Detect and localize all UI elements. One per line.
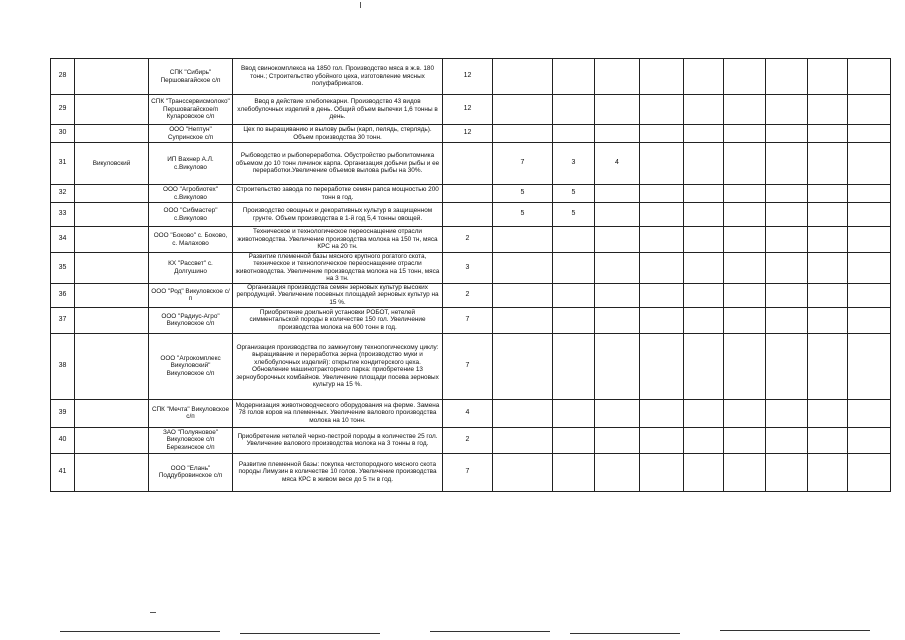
empty-cell <box>808 253 848 284</box>
empty-cell <box>808 185 848 203</box>
table-row <box>51 453 891 491</box>
empty-cell <box>848 95 891 125</box>
empty-cell <box>724 453 766 491</box>
empty-cell <box>808 307 848 333</box>
value-cell <box>640 185 684 203</box>
district-cell <box>75 307 149 333</box>
value-cell <box>493 453 553 491</box>
empty-cell <box>724 185 766 203</box>
table-row <box>51 283 891 307</box>
district-cell <box>75 59 149 95</box>
value-cell: 2 <box>443 427 493 453</box>
value-cell <box>595 227 640 253</box>
value-cell <box>493 59 553 95</box>
empty-cell <box>848 427 891 453</box>
empty-cell <box>808 399 848 427</box>
empty-cell <box>808 203 848 227</box>
organization-cell: ООО "Нептун" Супринское с/п <box>149 125 233 143</box>
value-cell <box>553 333 595 399</box>
district-cell <box>75 427 149 453</box>
value-cell <box>443 143 493 185</box>
empty-cell <box>848 227 891 253</box>
row-number-cell: 28 <box>51 59 75 95</box>
value-cell: 12 <box>443 125 493 143</box>
value-cell <box>553 95 595 125</box>
row-number-cell: 37 <box>51 307 75 333</box>
value-cell: 4 <box>595 143 640 185</box>
empty-cell <box>848 203 891 227</box>
empty-cell <box>684 427 724 453</box>
value-cell <box>595 399 640 427</box>
district-cell <box>75 95 149 125</box>
empty-cell <box>808 227 848 253</box>
value-cell <box>493 427 553 453</box>
value-cell <box>443 185 493 203</box>
value-cell <box>640 227 684 253</box>
project-description-cell: Строительство завода по переработке семян рапса мощностью 200 тонн в год. <box>233 185 443 203</box>
value-cell <box>640 453 684 491</box>
empty-cell <box>684 95 724 125</box>
value-cell <box>553 453 595 491</box>
empty-cell <box>848 333 891 399</box>
table-row <box>51 95 891 125</box>
empty-cell <box>684 453 724 491</box>
empty-cell <box>684 143 724 185</box>
value-cell <box>595 125 640 143</box>
row-number-cell: 34 <box>51 227 75 253</box>
empty-cell <box>724 227 766 253</box>
value-cell <box>640 283 684 307</box>
empty-cell <box>724 307 766 333</box>
scan-artifact <box>360 2 361 8</box>
table-row <box>51 333 891 399</box>
project-description-cell: Модернизация животноводческого оборудования на ферме. Замена 78 голов коров на племенных. Увеличение валового производства молока на 10 тонн. <box>233 399 443 427</box>
empty-cell <box>684 227 724 253</box>
organization-cell: ООО "Род" Викуловское с/п <box>149 283 233 307</box>
value-cell <box>640 399 684 427</box>
empty-cell <box>684 333 724 399</box>
value-cell <box>595 185 640 203</box>
empty-cell <box>724 427 766 453</box>
organization-cell: ИП Вахнер А.Л. с.Викулово <box>149 143 233 185</box>
empty-cell <box>766 253 808 284</box>
table-row <box>51 59 891 95</box>
value-cell: 3 <box>443 253 493 284</box>
value-cell: 7 <box>443 453 493 491</box>
row-number-cell: 36 <box>51 283 75 307</box>
empty-cell <box>766 333 808 399</box>
table-row <box>51 307 891 333</box>
row-number-cell: 33 <box>51 203 75 227</box>
project-description-cell: Развитие племенной базы мясного крупного рогатого скота, техническое и технологическое переоснащение отрасли животноводства. Увеличение производства молока на 15 тонн, мяса на 3 тн. <box>233 253 443 284</box>
value-cell <box>493 333 553 399</box>
project-description-cell: Приобретение нетелей черно-пестрой породы в количестве 25 гол. Увеличение валового производства молока на 3 тонны в год. <box>233 427 443 453</box>
value-cell <box>640 203 684 227</box>
project-description-cell: Приобретение доильной установки РОБОТ, нетелей симментальской породы в количестве 150 гол. Увеличение производства молока на 600 тонн в год. <box>233 307 443 333</box>
empty-cell <box>766 427 808 453</box>
district-cell <box>75 227 149 253</box>
scan-artifact <box>150 612 156 613</box>
value-cell <box>553 283 595 307</box>
empty-cell <box>684 185 724 203</box>
organization-cell: СПК "Сибирь" Першовагайское с/п <box>149 59 233 95</box>
document-table <box>50 58 891 492</box>
project-description-cell: Организация производства по замкнутому технологическому циклу: выращивание и переработка зерна (производство муки и хлебобулочных изделий): открытие кондитерского цеха. Обновление машинотракторного парка: приобретение 13 зерноуборочных комбайнов. Увеличение площади посева зерновых культур на 15 %. <box>233 333 443 399</box>
table-row <box>51 203 891 227</box>
empty-cell <box>808 143 848 185</box>
row-number-cell: 29 <box>51 95 75 125</box>
value-cell <box>493 253 553 284</box>
empty-cell <box>724 283 766 307</box>
empty-cell <box>848 307 891 333</box>
value-cell: 7 <box>493 143 553 185</box>
project-description-cell: Цех по выращиванию и вылову рыбы (карп, пелядь, стерлядь). Объем производства 30 тонн. <box>233 125 443 143</box>
row-number-cell: 30 <box>51 125 75 143</box>
empty-cell <box>808 59 848 95</box>
scan-artifact <box>570 633 680 634</box>
value-cell <box>595 283 640 307</box>
empty-cell <box>848 283 891 307</box>
value-cell <box>553 307 595 333</box>
table-row <box>51 125 891 143</box>
project-description-cell: Ввод в действие хлебопекарни. Производство 43 видов хлебобулочных изделий в день. Общий объем выпечки 1,6 тонны в день. <box>233 95 443 125</box>
value-cell <box>640 427 684 453</box>
empty-cell <box>848 453 891 491</box>
organization-cell: ООО "Радиус-Агро" Викуловское с/п <box>149 307 233 333</box>
value-cell <box>640 143 684 185</box>
row-number-cell: 38 <box>51 333 75 399</box>
empty-cell <box>848 125 891 143</box>
empty-cell <box>848 399 891 427</box>
value-cell <box>443 203 493 227</box>
value-cell <box>493 95 553 125</box>
value-cell <box>640 125 684 143</box>
value-cell: 2 <box>443 227 493 253</box>
value-cell <box>553 59 595 95</box>
empty-cell <box>684 203 724 227</box>
scan-artifact <box>430 631 550 632</box>
empty-cell <box>724 333 766 399</box>
value-cell <box>640 307 684 333</box>
empty-cell <box>848 143 891 185</box>
empty-cell <box>684 307 724 333</box>
empty-cell <box>724 59 766 95</box>
district-cell <box>75 399 149 427</box>
value-cell <box>493 399 553 427</box>
value-cell: 5 <box>493 203 553 227</box>
value-cell: 3 <box>553 143 595 185</box>
empty-cell <box>766 283 808 307</box>
value-cell <box>553 427 595 453</box>
value-cell: 2 <box>443 283 493 307</box>
empty-cell <box>766 227 808 253</box>
value-cell <box>595 333 640 399</box>
organization-cell: СПК "Мечта" Викуловское с/п <box>149 399 233 427</box>
organization-cell: ООО "Агрокомплекс Викуловский" Викуловское с/п <box>149 333 233 399</box>
scan-artifact <box>240 633 380 634</box>
empty-cell <box>684 253 724 284</box>
empty-cell <box>808 427 848 453</box>
value-cell: 7 <box>443 333 493 399</box>
empty-cell <box>724 143 766 185</box>
project-description-cell: Развитие племенной базы: покупка чистопородного мясного скота породы Лимузин в количестве 10 голов. Увеличение производства мяса КРС в живом весе до 5 тн в год. <box>233 453 443 491</box>
scan-artifact <box>60 631 220 632</box>
value-cell <box>595 307 640 333</box>
value-cell: 5 <box>553 203 595 227</box>
empty-cell <box>684 59 724 95</box>
value-cell <box>493 125 553 143</box>
empty-cell <box>724 253 766 284</box>
empty-cell <box>766 307 808 333</box>
district-cell <box>75 203 149 227</box>
empty-cell <box>766 59 808 95</box>
value-cell <box>595 453 640 491</box>
value-cell: 12 <box>443 59 493 95</box>
value-cell <box>553 399 595 427</box>
empty-cell <box>766 185 808 203</box>
empty-cell <box>684 125 724 143</box>
value-cell <box>595 59 640 95</box>
empty-cell <box>766 203 808 227</box>
empty-cell <box>808 453 848 491</box>
row-number-cell: 40 <box>51 427 75 453</box>
value-cell <box>553 125 595 143</box>
table-row <box>51 143 891 185</box>
value-cell <box>640 59 684 95</box>
district-cell <box>75 185 149 203</box>
value-cell <box>640 95 684 125</box>
empty-cell <box>808 95 848 125</box>
row-number-cell: 39 <box>51 399 75 427</box>
value-cell <box>553 227 595 253</box>
district-cell <box>75 125 149 143</box>
project-description-cell: Ввод свинокомплекса на 1850 гол. Производство мяса в ж.в. 180 тонн.; Строительство убойного цеха, изготовление мясных полуфабрикатов. <box>233 59 443 95</box>
table-row <box>51 253 891 284</box>
organization-cell: ООО "Сибмастер" с.Викулово <box>149 203 233 227</box>
project-description-cell: Техническое и технологическое переоснащение отрасли животноводства. Увеличение производства молока на 150 тн, мяса КРС на 20 тн. <box>233 227 443 253</box>
project-description-cell: Производство овощных и декоративных культур в защищенном грунте. Объем производства в 1-й год 5,4 тонны овощей. <box>233 203 443 227</box>
project-description-cell: Рыбоводство и рыбопереработка. Обустройство рыбопитомника объемом до 10 тонн личинок карпа. Организация добычи рыбы и ее переработки.Увеличение объемов вылова рыбы на 30%. <box>233 143 443 185</box>
value-cell <box>493 227 553 253</box>
row-number-cell: 35 <box>51 253 75 284</box>
empty-cell <box>724 125 766 143</box>
table-row <box>51 399 891 427</box>
value-cell: 5 <box>493 185 553 203</box>
value-cell <box>595 427 640 453</box>
organization-cell: ООО "Елань" Поддубровинское с/п <box>149 453 233 491</box>
empty-cell <box>848 59 891 95</box>
district-cell: Викуловский <box>75 143 149 185</box>
empty-cell <box>766 95 808 125</box>
empty-cell <box>766 453 808 491</box>
scan-artifact <box>720 630 870 631</box>
empty-cell <box>724 203 766 227</box>
empty-cell <box>724 95 766 125</box>
district-cell <box>75 333 149 399</box>
value-cell <box>493 283 553 307</box>
district-cell <box>75 453 149 491</box>
value-cell: 7 <box>443 307 493 333</box>
value-cell <box>553 253 595 284</box>
value-cell: 12 <box>443 95 493 125</box>
organization-cell: КХ "Рассвет" с. Долгушино <box>149 253 233 284</box>
value-cell: 4 <box>443 399 493 427</box>
value-cell: 5 <box>553 185 595 203</box>
project-description-cell: Организация производства семян зерновых культур высоких репродукций. Увеличение посевных площадей зерновых культур на 15 %. <box>233 283 443 307</box>
organization-cell: ЗАО "Полуяновое" Викуловское с/п Березинское с/п <box>149 427 233 453</box>
organization-cell: СПК "Транссервисмолоко" Першовагайское/п Куларовское с/п <box>149 95 233 125</box>
empty-cell <box>808 333 848 399</box>
organization-cell: ООО "Агробиотех" с.Викулово <box>149 185 233 203</box>
district-cell <box>75 253 149 284</box>
empty-cell <box>808 125 848 143</box>
empty-cell <box>848 185 891 203</box>
row-number-cell: 31 <box>51 143 75 185</box>
empty-cell <box>684 399 724 427</box>
district-cell <box>75 283 149 307</box>
row-number-cell: 41 <box>51 453 75 491</box>
table-row <box>51 427 891 453</box>
empty-cell <box>808 283 848 307</box>
table-row <box>51 227 891 253</box>
value-cell <box>595 95 640 125</box>
value-cell <box>640 253 684 284</box>
table-row <box>51 185 891 203</box>
value-cell <box>640 333 684 399</box>
value-cell <box>595 203 640 227</box>
empty-cell <box>684 283 724 307</box>
row-number-cell: 32 <box>51 185 75 203</box>
organization-cell: ООО "Боково" с. Боково, с. Малахово <box>149 227 233 253</box>
value-cell <box>595 253 640 284</box>
empty-cell <box>724 399 766 427</box>
empty-cell <box>766 125 808 143</box>
empty-cell <box>766 143 808 185</box>
empty-cell <box>848 253 891 284</box>
empty-cell <box>766 399 808 427</box>
value-cell <box>493 307 553 333</box>
